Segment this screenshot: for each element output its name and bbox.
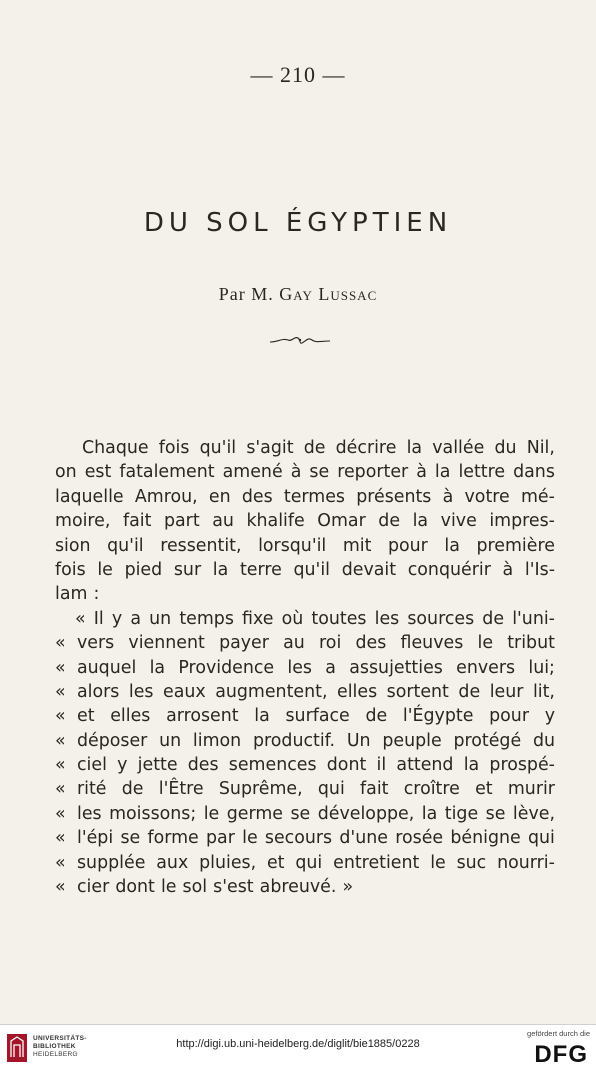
word: des xyxy=(241,486,273,507)
quote-mark: « xyxy=(55,877,66,898)
word: votre xyxy=(464,486,510,507)
quote-mark: « xyxy=(55,706,66,727)
word: attend xyxy=(396,755,454,776)
word: au xyxy=(212,511,234,532)
quote-mark: « xyxy=(55,681,66,702)
word: arrosent xyxy=(166,706,239,727)
quote-mark: « xyxy=(55,803,66,824)
word: de xyxy=(378,511,401,532)
word: où xyxy=(281,608,304,629)
text-line xyxy=(55,436,555,460)
word: bénigne xyxy=(450,828,521,849)
article-title: DU SOL ÉGYPTIEN xyxy=(143,208,453,238)
word: khalife xyxy=(246,511,305,532)
word: l'Is- xyxy=(524,559,555,580)
word: assujetties xyxy=(349,657,443,678)
word: fois xyxy=(158,438,190,458)
uni-line2: BIBLIOTHEK xyxy=(33,1043,76,1050)
word: croître xyxy=(403,779,460,800)
word: qui xyxy=(528,828,555,849)
word: laquelle xyxy=(55,486,124,507)
word: la xyxy=(149,657,166,678)
word: a xyxy=(130,608,141,629)
quote-mark: « xyxy=(55,633,66,654)
quote-mark: « xyxy=(55,779,66,800)
word: productif. xyxy=(252,730,336,751)
word: le xyxy=(477,633,494,654)
word: vers xyxy=(77,633,115,654)
text-line xyxy=(55,558,555,582)
author-name: Gay Lussac xyxy=(279,284,378,304)
word: qu'il xyxy=(293,559,331,580)
word: est xyxy=(84,462,112,483)
page-number: — 210 — xyxy=(250,62,346,87)
word: les xyxy=(287,657,312,678)
word: eaux xyxy=(163,681,206,702)
word: Chaque xyxy=(82,438,149,458)
word: fait xyxy=(360,779,389,800)
word: auquel xyxy=(77,657,137,678)
word: payer xyxy=(219,633,269,654)
ornament-divider-icon xyxy=(268,334,332,348)
word: ciel xyxy=(77,755,107,776)
quote-text xyxy=(77,826,555,850)
word: augmentent, xyxy=(215,681,328,702)
word: y xyxy=(111,608,123,629)
word: Suprême, xyxy=(218,779,303,800)
quote-text xyxy=(77,631,555,655)
word: conquérir xyxy=(407,559,491,580)
word: viennent xyxy=(128,633,205,654)
word: le xyxy=(97,559,113,580)
word: forme xyxy=(147,828,199,849)
word: lui; xyxy=(528,657,555,678)
word: sources xyxy=(407,608,475,629)
word: qui xyxy=(295,852,323,873)
word: du xyxy=(532,730,555,751)
word: Un xyxy=(346,730,371,751)
word: toutes xyxy=(311,608,367,629)
word: mit xyxy=(342,535,372,556)
word: la xyxy=(212,559,229,580)
word: entretient xyxy=(333,852,420,873)
word: pied xyxy=(124,559,163,580)
quote-text xyxy=(77,729,555,753)
uni-line3: HEIDELBERG xyxy=(33,1051,78,1058)
word: la xyxy=(463,755,480,776)
word: première xyxy=(476,535,555,556)
word: qu'il xyxy=(199,438,237,458)
word: de xyxy=(458,681,481,702)
word: se xyxy=(120,828,141,849)
word: fatalement xyxy=(119,462,215,483)
word: qui xyxy=(317,779,345,800)
word: rosée xyxy=(395,828,444,849)
word: à xyxy=(502,559,514,580)
quote-text xyxy=(77,680,555,704)
word: des xyxy=(187,755,219,776)
text-line xyxy=(55,460,555,484)
word: cier xyxy=(77,877,110,898)
word: la xyxy=(444,535,460,556)
word: fait xyxy=(122,511,152,532)
word: « xyxy=(75,608,86,629)
quote-text xyxy=(77,704,555,728)
word: dont xyxy=(326,755,367,776)
quote-line xyxy=(55,704,555,728)
word: l'uni- xyxy=(512,608,555,629)
word: présents xyxy=(356,486,432,507)
word: aux xyxy=(156,852,189,873)
word: en xyxy=(208,486,231,507)
word: alors xyxy=(77,681,120,702)
text-line xyxy=(55,582,555,606)
quote-mark: « xyxy=(55,657,66,678)
word: le xyxy=(160,877,177,898)
quote-text xyxy=(77,802,555,826)
word: nourri- xyxy=(497,852,555,873)
word: pour xyxy=(387,535,428,556)
word: mé- xyxy=(520,486,555,507)
word: au xyxy=(283,633,305,654)
word: murir xyxy=(507,779,555,800)
word: lit, xyxy=(532,681,555,702)
quote-mark: « xyxy=(55,755,66,776)
word: suc xyxy=(456,852,487,873)
word: l'épi xyxy=(77,828,114,849)
word: y xyxy=(544,706,555,727)
word: l'Égypte xyxy=(402,706,474,727)
word: termes xyxy=(283,486,345,507)
word: un xyxy=(149,608,172,629)
word: et xyxy=(266,852,285,873)
word: à xyxy=(290,462,302,483)
word: fois xyxy=(55,559,86,580)
word: devait xyxy=(341,559,397,580)
quote-line xyxy=(55,753,555,777)
word: elles xyxy=(337,681,378,702)
quote-text xyxy=(77,777,555,801)
word: dans xyxy=(513,462,555,483)
word: et xyxy=(77,706,95,727)
word: y xyxy=(117,755,128,776)
word: surface xyxy=(285,706,350,727)
word: protégé xyxy=(453,730,522,751)
word: les xyxy=(374,608,400,629)
word: la xyxy=(421,803,438,824)
word: semences xyxy=(228,755,317,776)
quote-line xyxy=(55,729,555,753)
word: par xyxy=(206,828,235,849)
word: les xyxy=(128,681,154,702)
quote-line xyxy=(55,875,555,899)
word: de xyxy=(121,779,144,800)
quote-text xyxy=(77,851,555,875)
word: les xyxy=(77,803,102,824)
word: moire, xyxy=(55,511,111,532)
text-line xyxy=(55,534,555,558)
word: la xyxy=(254,706,270,727)
text-line xyxy=(55,509,555,533)
word: il xyxy=(376,755,387,776)
word: leur xyxy=(489,681,524,702)
word: ressentit, xyxy=(160,535,242,556)
word: la xyxy=(434,462,451,483)
quote-line xyxy=(55,802,555,826)
word: lève, xyxy=(512,803,555,824)
word: germe xyxy=(226,803,283,824)
word: sion xyxy=(55,535,91,556)
quote-line xyxy=(55,656,555,680)
word: Amrou, xyxy=(134,486,198,507)
word: Il xyxy=(93,608,104,629)
word: des xyxy=(355,633,387,654)
word: part xyxy=(163,511,200,532)
opening-paragraph xyxy=(55,436,555,607)
word: rité xyxy=(77,779,107,800)
quote-text xyxy=(77,656,555,680)
word: Omar xyxy=(317,511,366,532)
word: lorsqu'il xyxy=(258,535,327,556)
word: un xyxy=(159,730,182,751)
word: impres- xyxy=(489,511,555,532)
word: tribut xyxy=(507,633,555,654)
word: pour xyxy=(489,706,529,727)
word: envers xyxy=(456,657,516,678)
word: d'une xyxy=(339,828,388,849)
word: » xyxy=(342,877,354,898)
word: vallée xyxy=(432,438,485,458)
word: lettre xyxy=(458,462,506,483)
body-text xyxy=(55,436,555,899)
word: s'agit xyxy=(246,438,294,458)
dfg-logo: DFG xyxy=(534,1041,588,1068)
word: décrire xyxy=(335,438,397,458)
word: Providence xyxy=(178,657,275,678)
word: l'Être xyxy=(158,779,204,800)
word: vive xyxy=(440,511,477,532)
word: se xyxy=(290,803,311,824)
word: prospé- xyxy=(489,755,555,776)
dfg-caption: gefördert durch die xyxy=(527,1029,590,1038)
word: s'est xyxy=(213,877,254,898)
word: qu'il xyxy=(107,535,144,556)
uni-line1: UNIVERSITÄTS- xyxy=(33,1035,87,1042)
word: temps xyxy=(179,608,234,629)
word: secours xyxy=(264,828,333,849)
word: lam xyxy=(55,584,88,605)
word: la xyxy=(406,438,423,458)
word: peuple xyxy=(382,730,442,751)
author-line xyxy=(0,284,596,305)
word: du xyxy=(494,438,517,458)
word: moissons; xyxy=(109,803,197,824)
word: on xyxy=(55,462,77,483)
word: se xyxy=(485,803,506,824)
word: limon xyxy=(192,730,242,751)
word: elles xyxy=(110,706,151,727)
quote-line xyxy=(55,777,555,801)
word: jette xyxy=(137,755,178,776)
word: de xyxy=(303,438,326,458)
word: pluies, xyxy=(199,852,257,873)
word: tige xyxy=(444,803,479,824)
word: abreuvé. xyxy=(259,877,337,898)
word: le xyxy=(242,828,258,849)
quote-line xyxy=(55,851,555,875)
quote-line xyxy=(55,607,555,631)
word: fixe xyxy=(242,608,274,629)
word: se xyxy=(309,462,330,483)
word: de xyxy=(482,608,505,629)
quote-text xyxy=(77,753,555,777)
word: amené xyxy=(222,462,283,483)
word: le xyxy=(203,803,220,824)
quote-text xyxy=(75,607,555,631)
word: à xyxy=(416,462,427,483)
word: la xyxy=(412,511,429,532)
text-line xyxy=(55,485,555,509)
author-prefix: Par M. xyxy=(218,284,274,304)
permalink-url[interactable]: http://digi.ub.uni-heidelberg.de/diglit/bie1885/0228 xyxy=(176,1038,420,1050)
quote-mark: « xyxy=(55,852,66,873)
word: Nil, xyxy=(526,438,555,458)
quote-line xyxy=(55,680,555,704)
word: a xyxy=(325,657,336,678)
word: supplée xyxy=(77,852,146,873)
word: à xyxy=(442,486,454,507)
word: sortent xyxy=(386,681,449,702)
word: : xyxy=(93,584,100,605)
footer-bar xyxy=(0,1024,596,1070)
word: développe, xyxy=(317,803,415,824)
word: et xyxy=(475,779,493,800)
word: sol xyxy=(182,877,208,898)
word: le xyxy=(430,852,446,873)
word: déposer xyxy=(77,730,148,751)
word: reporter xyxy=(337,462,409,483)
word: dont xyxy=(115,877,155,898)
quote-mark: « xyxy=(55,730,66,751)
quote-text xyxy=(77,875,555,899)
quote-mark: « xyxy=(55,828,66,849)
quotation-block xyxy=(55,607,555,900)
quote-line xyxy=(55,826,555,850)
word: terre xyxy=(239,559,282,580)
word: de xyxy=(365,706,388,727)
word: sur xyxy=(173,559,202,580)
word: roi xyxy=(319,633,342,654)
word: fleuves xyxy=(400,633,464,654)
quote-line xyxy=(55,631,555,655)
